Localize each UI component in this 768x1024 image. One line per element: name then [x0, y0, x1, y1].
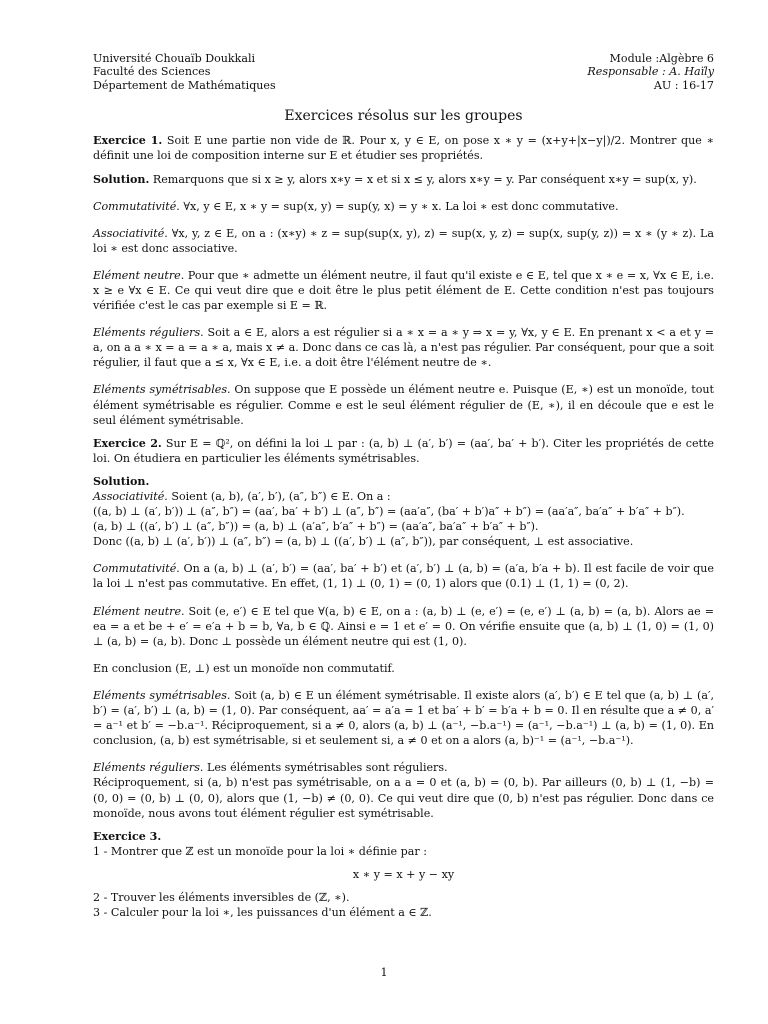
sol1-neutral-label: Elément neutre.: [93, 268, 185, 282]
sol1-associativity: [93, 226, 714, 256]
sol2-neutral-text: Soit (e, e′) ∈ E tel que ∀(a, b) ∈ E, on a : (a, b) ⊥ (e, e′) = (e, e′) ⊥ (a, b) = (a, b). Alors ae = ea = a et be + e′ = e′a + b = b, ∀a, b ∈ ℚ. Ainsi e = 1 et e′ = 0. On vérifie ensuite que (a, b) ⊥ (1, 0) = (1, 0) ⊥ (a, b) = (a, b). Donc ⊥ possède un élément neutre qui est (1, 0).: [93, 604, 714, 648]
solution-1-text: Remarquons que si x ≥ y, alors x∗y = x et si x ≤ y, alors x∗y = y. Par conséquent x∗y = sup(x, y).: [149, 172, 697, 186]
sol2-regular-label: Eléments réguliers.: [93, 761, 204, 775]
sol2-associativity-label: Associativité.: [93, 490, 168, 503]
sol1-symmetrizable-text: On suppose que E possède un élément neutre e. Puisque (E, ∗) est un monoïde, tout élément symétrisable es régulier. Comme e est le seul élément régulier de (E, ∗), il en découle que e est le seul élément symétrisable.: [93, 383, 714, 427]
document-page: [93, 52, 714, 920]
sol2-regular-text: Les éléments symétrisables sont réguliers.: [203, 761, 448, 775]
exercise-1: [93, 133, 714, 163]
sol2-neutral-element: [93, 604, 714, 649]
exercise-3-question-1: 1 - Montrer que ℤ est un monoïde pour la loi ∗ définie par :: [93, 844, 427, 858]
solution-1: [93, 172, 714, 187]
sol2-regular-line1: [93, 760, 714, 775]
sol1-symmetrizable-label: Eléments symétrisables.: [93, 383, 231, 397]
exercise-2-text: Sur E = ℚ², on défini la loi ⊥ par : (a, b) ⊥ (a′, b′) = (aa′, ba′ + b′). Citer les propriétés de cette loi. On étudiera en particulier les éléments symétrisables.: [93, 436, 714, 465]
sol1-regular-label: Eléments réguliers.: [93, 326, 204, 340]
sol2-associativity-line4: Donc ((a, b) ⊥ (a′, b′)) ⊥ (a″, b″) = (a, b) ⊥ ((a′, b′) ⊥ (a″, b″)), par conséquent, ⊥ est associative.: [93, 535, 634, 549]
exercise-3-formula: x ∗ y = x + y − xy: [352, 867, 455, 881]
sol2-symmetrizable-text: Soit (a, b) ∈ E un élément symétrisable. Il existe alors (a′, b′) ∈ E tel que (a, b) ⊥ (a′, b′) = (a′, b′) ⊥ (a, b) = (1, 0). Par conséquent, aa′ = a′a = 1 et ba′ + b′ = b′a + b = 0. Il en résulte que a ≠ 0, a′ = a⁻¹ et b′ = −b.a⁻¹. Réciproquement, si a ≠ 0, alors (a, b) ⊥ (a⁻¹, −b.a⁻¹) = (a⁻¹, −b.a⁻¹) ⊥ (a, b) = (1, 0). En conclusion, (a, b) est symétrisable, si et seulement si, a ≠ 0 et on a alors (a, b)⁻¹ = (a⁻¹, −b.a⁻¹).: [93, 688, 714, 748]
department-name: Département de Mathématiques: [93, 78, 276, 92]
sol1-commutativity: [93, 199, 714, 214]
university-name: Université Chouaïb Doukkali: [93, 52, 256, 65]
page-header: [93, 52, 714, 92]
page-title: Exercices résolus sur les groupes: [284, 108, 523, 125]
solution-1-label: Solution.: [93, 172, 150, 186]
module-name: Module :Algèbre 6: [609, 52, 714, 65]
sol1-symmetrizable: [93, 382, 714, 427]
exercise-3-heading: [93, 829, 714, 844]
header-left: [93, 52, 276, 92]
sol2-associativity-line1: [93, 489, 714, 504]
page-number: 1: [380, 966, 388, 979]
sol1-associativity-text: ∀x, y, z ∈ E, on a : (x∗y) ∗ z = sup(sup(x, y), z) = sup(x, y, z) = sup(x, sup(y, z)) = x ∗ (y ∗ z). La loi ∗ est donc associative.: [93, 226, 714, 255]
responsible-name: Responsable : A. Haïly: [587, 65, 714, 79]
sol1-commutativity-label: Commutativité.: [93, 199, 180, 213]
sol2-conclusion: En conclusion (E, ⊥) est un monoïde non commutatif.: [93, 661, 395, 675]
exercise-3-question-2: 2 - Trouver les éléments inversibles de (ℤ, ∗).: [93, 890, 350, 904]
sol2-associativity-line2: ((a, b) ⊥ (a′, b′)) ⊥ (a″, b″) = (aa′, ba′ + b′) ⊥ (a″, b″) = (aa′a″, (ba′ + b′)a″ + b″) = (aa′a″, ba′a″ + b′a″ + b″).: [93, 505, 685, 519]
sol1-regular-elements: [93, 325, 714, 370]
solution-2-heading: [93, 474, 714, 489]
sol2-commutativity: [93, 561, 714, 591]
sol2-associativity-line3: (a, b) ⊥ ((a′, b′) ⊥ (a″, b″)) = (a, b) ⊥ (a′a″, b′a″ + b″) = (aa′a″, ba′a″ + b′a″ + b″).: [93, 520, 539, 534]
exercise-1-text: Soit E une partie non vide de ℝ. Pour x, y ∈ E, on pose x ∗ y = (x+y+|x−y|)/2. Montrer que ∗ définit une loi de composition interne sur E et étudier ses propriétés.: [93, 134, 714, 163]
sol2-commutativity-text: On a (a, b) ⊥ (a′, b′) = (aa′, ba′ + b′) et (a′, b′) ⊥ (a, b) = (a′a, b′a + b). Il est facile de voir que la loi ⊥ n'est pas commutative. En effet, (1, 1) ⊥ (0, 1) = (0, 1) alors que (0.1) ⊥ (1, 1) = (0, 2).: [93, 562, 714, 591]
exercise-2-label: Exercice 2.: [93, 436, 162, 450]
faculty-name: Faculté des Sciences: [93, 65, 211, 79]
sol1-neutral-text: Pour que ∗ admette un élément neutre, il faut qu'il existe e ∈ E, tel que x ∗ e = x, ∀x ∈ E, i.e. x ≥ e ∀x ∈ E. Ce qui veut dire que e doit être le plus petit élément de E. Cette condition n'est pas toujours vérifiée c'est le cas par exemple si E = ℝ.: [93, 268, 714, 313]
exercise-1-label: Exercice 1.: [93, 134, 163, 148]
sol1-regular-text: Soit a ∈ E, alors a est régulier si a ∗ x = a ∗ y ⇒ x = y, ∀x, y ∈ E. En prenant x < a et y = a, on a a ∗ x = a = a ∗ a, mais x ≠ a. Donc dans ce cas là, a n'est pas régulier. Par conséquent, pour que a soit régulier, il faut que a ≤ x, ∀x ∈ E, i.e. a doit être l'élément neutre de ∗.: [93, 326, 714, 370]
header-right: [587, 52, 714, 92]
sol2-symmetrizable: [93, 688, 714, 748]
exercise-3-question-3: 3 - Calculer pour la loi ∗, les puissances d'un élément a ∈ ℤ.: [93, 906, 432, 920]
sol1-neutral-element: [93, 268, 714, 313]
sol1-commutativity-text: ∀x, y ∈ E, x ∗ y = sup(x, y) = sup(y, x) = y ∗ x. La loi ∗ est donc commutative.: [179, 199, 619, 213]
sol2-regular-line2: Réciproquement, si (a, b) n'est pas symétrisable, on a a = 0 et (a, b) = (0, b). Par ailleurs (0, b) ⊥ (1, −b) = (0, 0) = (0, b) ⊥ (0, 0), alors que (1, −b) ≠ (0, 0). Ce qui veut dire que (0, b) n'est pas régulier. Donc dans ce monoïde, nous avons tout élément régulier est symétrisable.: [93, 776, 714, 820]
sol2-symmetrizable-label: Eléments symétrisables.: [93, 688, 231, 702]
academic-year: AU : 16-17: [653, 78, 714, 92]
sol1-associativity-label: Associativité.: [93, 226, 168, 240]
sol2-associativity-text: Soient (a, b), (a′, b′), (a″, b″) ∈ E. On a :: [167, 490, 391, 503]
sol2-commutativity-label: Commutativité.: [93, 562, 180, 576]
exercise-2: [93, 436, 714, 466]
solution-2-label: Solution.: [93, 474, 150, 488]
sol2-neutral-label: Elément neutre.: [93, 604, 185, 618]
exercise-3-label: Exercice 3.: [93, 829, 162, 843]
